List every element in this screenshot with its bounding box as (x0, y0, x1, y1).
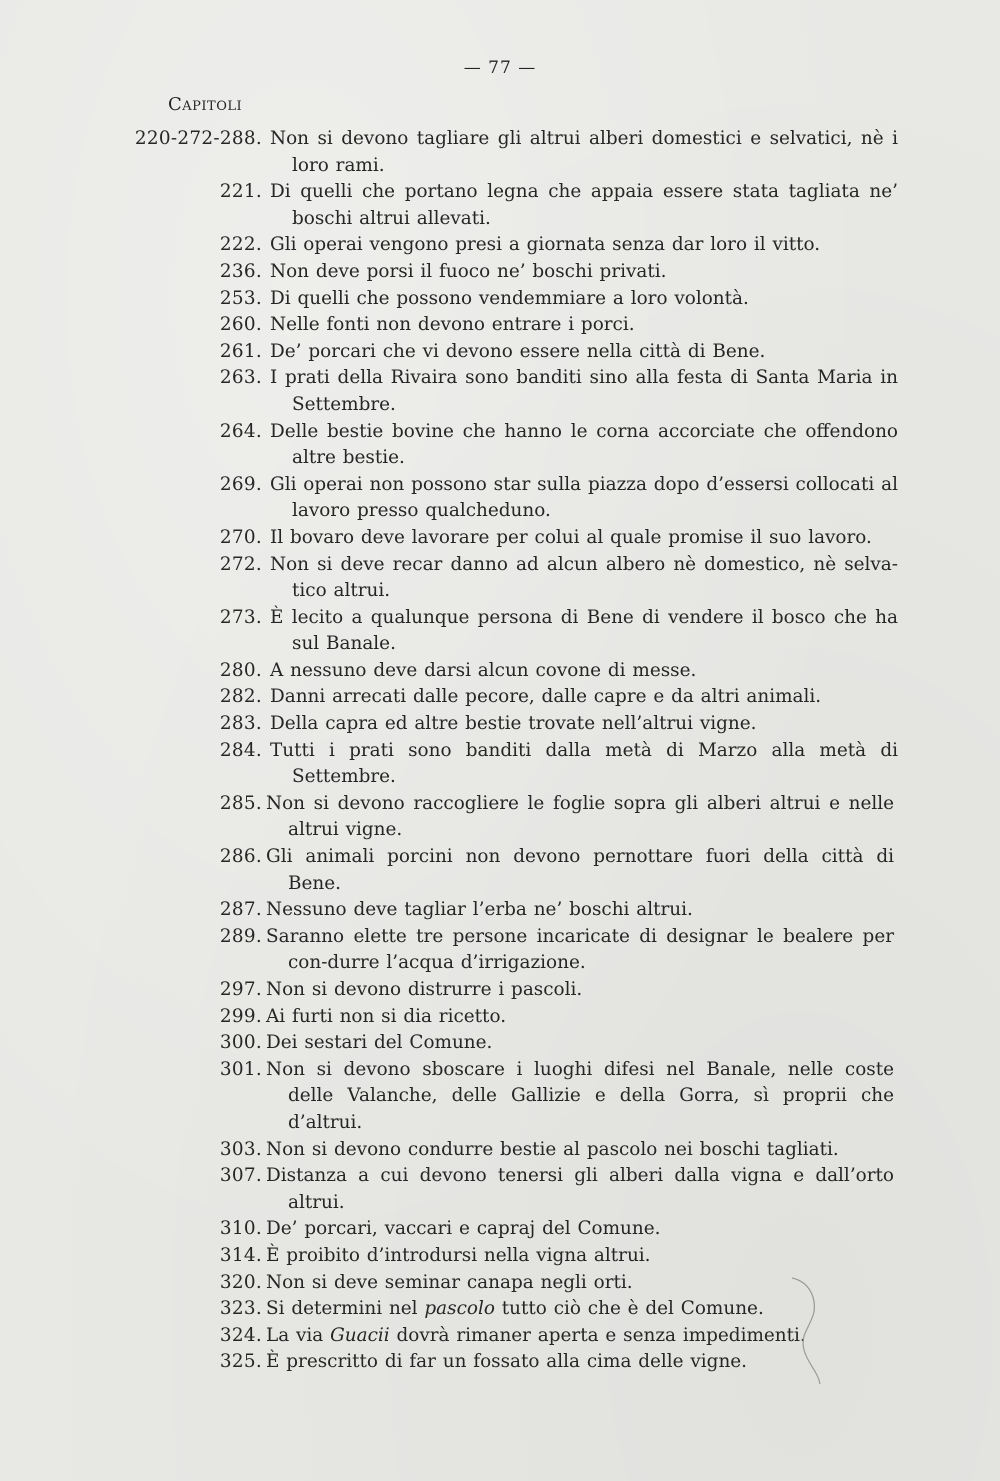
chapter-number: 260. (219, 314, 262, 336)
chapter-text: Danni arrecati dalle pecore, dalle capre e da altri animali. (270, 686, 822, 708)
chapter-number: 299. (219, 1005, 262, 1027)
chapter-number: 287. (219, 899, 262, 921)
chapter-number: 310. (219, 1218, 262, 1240)
chapter-number: 236. (219, 260, 262, 282)
chapter-entry (0, 472, 1000, 525)
chapter-entry (0, 924, 1000, 977)
chapter-entry (0, 711, 1000, 738)
chapter-entry (0, 977, 1000, 1004)
chapter-entry (0, 312, 1000, 339)
chapter-entry (0, 791, 1000, 844)
chapter-text: Non si devono sboscare i luoghi difesi nel Banale, nelle coste delle Valanche, delle Gallizie e della Gorra, sì proprii che d’altrui. (266, 1058, 894, 1133)
chapter-text: Delle bestie bovine che hanno le corna accorciate che offendono altre bestie. (270, 420, 898, 469)
chapter-entry (0, 738, 1000, 791)
chapter-number: 261. (219, 340, 262, 362)
chapter-entry (0, 525, 1000, 552)
chapter-number: 264. (219, 420, 262, 442)
chapter-text: De’ porcari che vi devono essere nella città di Bene. (270, 340, 766, 362)
chapter-entry (0, 232, 1000, 259)
chapter-entry (0, 1349, 1000, 1376)
chapter-number: 285. (219, 792, 262, 814)
chapter-entry (0, 605, 1000, 658)
chapter-entry (0, 684, 1000, 711)
chapter-entry (0, 126, 1000, 179)
chapter-entry (0, 1243, 1000, 1270)
chapter-number: 300. (219, 1032, 262, 1054)
chapter-text: A nessuno deve darsi alcun covone di messe. (270, 659, 697, 681)
chapter-number: 222. (219, 234, 262, 256)
section-label: Capitoli (168, 94, 243, 115)
chapter-number: 221. (219, 181, 262, 203)
chapter-entry (0, 1163, 1000, 1216)
chapter-number: 220-272-288. (134, 128, 262, 149)
chapter-number: 325. (219, 1351, 262, 1373)
page-number: — 77 — (463, 58, 537, 78)
chapter-text: Il bovaro deve lavorare per colui al quale promise il suo lavoro. (270, 526, 872, 548)
chapter-number: 307. (219, 1165, 262, 1187)
chapter-number: 283. (219, 713, 262, 735)
chapter-entry (0, 259, 1000, 286)
chapter-text: Saranno elette tre persone incaricate di designar le bealere per con-durre l’acqua d’irrigazione. (266, 925, 894, 974)
chapter-number: 301. (219, 1058, 262, 1080)
chapter-text: De’ porcari, vaccari e capraj del Comune. (266, 1218, 661, 1240)
chapter-number: 280. (219, 659, 262, 681)
chapter-number: 324. (219, 1324, 262, 1346)
chapter-text: È proibito d’introdursi nella vigna altrui. (266, 1244, 651, 1266)
chapter-text: Non si devono distrurre i pascoli. (266, 979, 583, 1000)
chapter-entry (0, 1270, 1000, 1297)
chapter-number: 286. (219, 846, 262, 868)
chapter-number: 263. (219, 367, 262, 389)
chapter-number: 273. (219, 606, 262, 628)
chapter-text: Gli animali porcini non devono pernottare fuori della città di Bene. (266, 846, 894, 894)
chapter-text: I prati della Rivaira sono banditi sino alla festa di Santa Maria in Settembre. (270, 367, 898, 415)
chapter-entry (0, 1296, 1000, 1323)
chapter-text: Gli operai vengono presi a giornata senza dar loro il vitto. (270, 234, 821, 256)
chapter-number: 323. (219, 1298, 262, 1320)
chapter-entry (0, 552, 1000, 605)
chapter-text-italic: Guacii (330, 1324, 390, 1346)
chapter-text: Non si deve seminar canapa negli orti. (266, 1271, 633, 1293)
chapter-entry (0, 286, 1000, 313)
chapter-text: Di quelli che possono vendemmiare a loro volontà. (270, 287, 749, 309)
chapter-text: Nessuno deve tagliar l’erba ne’ boschi altrui. (266, 899, 693, 921)
chapter-text: Non si devono tagliare gli altrui alberi domestici e selvatici, nè i loro rami. (270, 128, 898, 176)
chapter-entry (0, 365, 1000, 418)
chapter-number: 297. (219, 979, 262, 1000)
chapter-number: 320. (219, 1271, 262, 1293)
pencil-mark (790, 1268, 830, 1388)
chapter-number: 314. (219, 1244, 262, 1266)
chapter-text-italic: pascolo (424, 1298, 495, 1320)
chapter-text-part: Si determini nel (266, 1298, 425, 1320)
chapter-text: È lecito a qualunque persona di Bene di vendere il bosco che ha sul Banale. (270, 606, 898, 655)
chapter-entry (0, 1004, 1000, 1031)
chapter-text-part: dovrà rimaner aperta e senza impedimenti. (389, 1324, 806, 1346)
chapter-entry (0, 897, 1000, 924)
chapter-entry (0, 1323, 1000, 1350)
chapter-entry (0, 1216, 1000, 1243)
chapter-entry (0, 844, 1000, 897)
chapter-text: Non si devono condurre bestie al pascolo nei boschi tagliati. (266, 1138, 839, 1160)
chapter-text: Non deve porsi il fuoco ne’ boschi privati. (270, 260, 667, 282)
chapter-text: Della capra ed altre bestie trovate nell’altrui vigne. (270, 713, 757, 735)
chapter-list (0, 126, 1000, 1376)
chapter-entry (0, 419, 1000, 472)
chapter-number: 284. (219, 739, 262, 761)
chapter-entry (0, 658, 1000, 685)
chapter-text: Gli operai non possono star sulla piazza dopo d’essersi collocati al lavoro presso qualcheduno. (270, 473, 898, 522)
chapter-text-part: La via (266, 1324, 331, 1346)
chapter-text: Nelle fonti non devono entrare i porci. (270, 314, 635, 336)
chapter-number: 303. (219, 1138, 262, 1160)
chapter-text: Tutti i prati sono banditi dalla metà di Marzo alla metà di Settembre. (270, 739, 898, 788)
chapter-number: 282. (219, 686, 262, 708)
chapter-text: Non si devono raccogliere le foglie sopra gli alberi altrui e nelle altrui vigne. (266, 792, 894, 841)
chapter-text-part: tutto ciò che è del Comune. (494, 1298, 764, 1320)
chapter-entry (0, 179, 1000, 232)
chapter-text: Distanza a cui devono tenersi gli alberi dalla vigna e dall’orto altrui. (266, 1165, 894, 1213)
chapter-text: Dei sestari del Comune. (266, 1032, 493, 1054)
chapter-entry (0, 339, 1000, 366)
chapter-text: Ai furti non si dia ricetto. (266, 1005, 507, 1027)
chapter-text: Non si deve recar danno ad alcun albero nè domestico, nè selva-tico altrui. (270, 553, 898, 602)
chapter-number: 269. (219, 473, 262, 495)
chapter-entry (0, 1057, 1000, 1137)
chapter-text: È prescritto di far un fossato alla cima delle vigne. (266, 1351, 748, 1373)
chapter-number: 253. (219, 287, 262, 309)
chapter-entry (0, 1030, 1000, 1057)
chapter-number: 272. (219, 553, 262, 575)
chapter-text: Di quelli che portano legna che appaia essere stata tagliata ne’ boschi altrui allevati. (270, 181, 898, 229)
chapter-number: 270. (219, 526, 262, 548)
chapter-number: 289. (219, 925, 262, 947)
chapter-entry (0, 1137, 1000, 1164)
